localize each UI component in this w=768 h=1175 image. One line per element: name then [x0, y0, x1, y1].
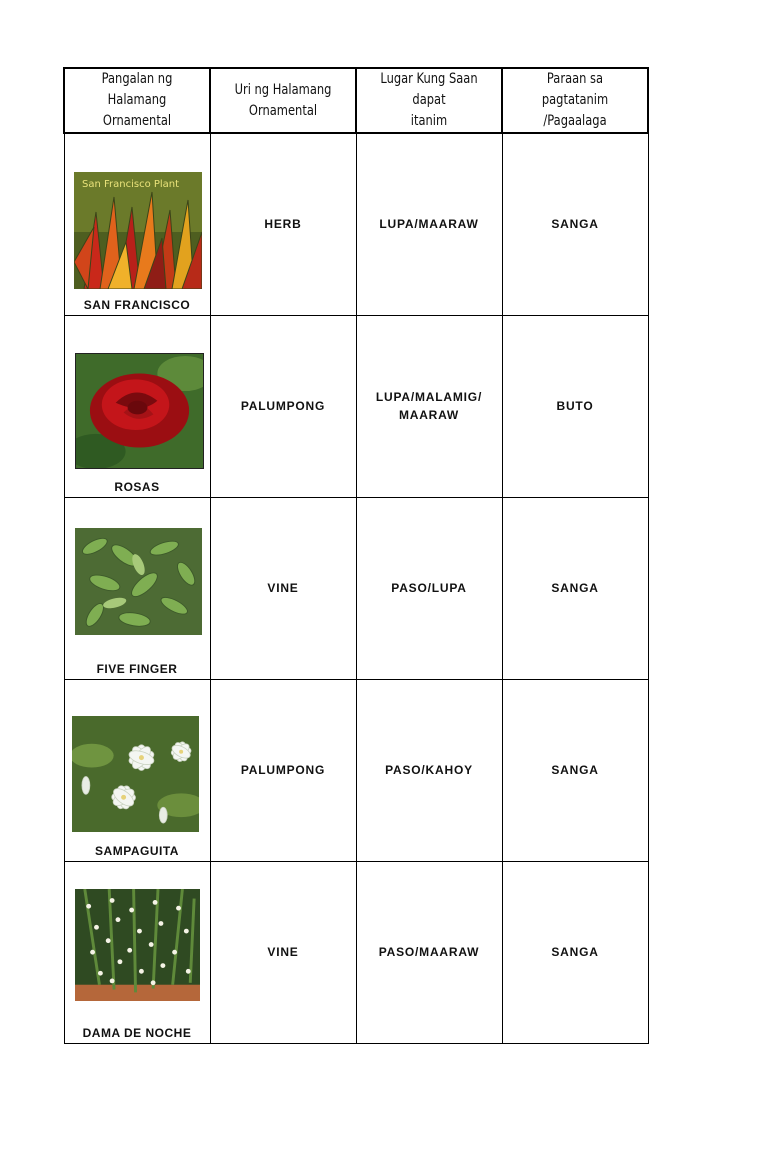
header-pangalan: Pangalan ng Halamang Ornamental [77, 68, 197, 133]
plant-name: SAMPAGUITA [95, 843, 179, 858]
table-row [64, 679, 648, 861]
plants-table [63, 67, 649, 1044]
plant-cell [64, 497, 210, 679]
table-row [64, 497, 648, 679]
lugar-cell: PASO/MAARAW [356, 861, 502, 1043]
plant-name: FIVE FINGER [96, 661, 178, 676]
paraan-cell: SANGA [502, 679, 648, 861]
uri-cell: PALUMPONG [210, 679, 356, 861]
header-uri: Uri ng Halamang Ornamental [223, 68, 343, 133]
plant-cell [64, 861, 210, 1043]
lugar-cell: LUPA/MALAMIG/ MAARAW [356, 315, 502, 497]
lugar-cell: PASO/KAHOY [356, 679, 502, 861]
plant-name: SAN FRANCISCO [83, 297, 191, 312]
uri-cell: VINE [210, 497, 356, 679]
image-caption: San Francisco Plant [81, 179, 179, 190]
lugar-cell: PASO/LUPA [356, 497, 502, 679]
plant-cell [64, 315, 210, 497]
paraan-cell: SANGA [502, 861, 648, 1043]
plant-name: DAMA DE NOCHE [82, 1025, 192, 1040]
table-row [64, 315, 648, 497]
san-francisco-photo [74, 172, 202, 289]
uri-cell: PALUMPONG [210, 315, 356, 497]
uri-cell: HERB [210, 133, 356, 315]
plant-cell [64, 679, 210, 861]
dama-de-noche-photo [75, 889, 200, 1001]
lugar-cell: LUPA/MAARAW [356, 133, 502, 315]
paraan-cell: SANGA [502, 133, 648, 315]
table-row [64, 861, 648, 1043]
sampaguita-photo [72, 716, 199, 832]
plant-cell [64, 133, 210, 315]
five-finger-photo [75, 528, 202, 635]
header-row [64, 68, 648, 133]
table-row [64, 133, 648, 315]
header-paraan: Paraan sa pagtatanim /Pagaalaga [515, 68, 635, 133]
uri-cell: VINE [210, 861, 356, 1043]
header-lugar: Lugar Kung Saan dapat itanim [369, 68, 489, 133]
rosas-photo [75, 353, 204, 469]
paraan-cell: BUTO [502, 315, 648, 497]
paraan-cell: SANGA [502, 497, 648, 679]
plant-name: ROSAS [114, 479, 160, 494]
